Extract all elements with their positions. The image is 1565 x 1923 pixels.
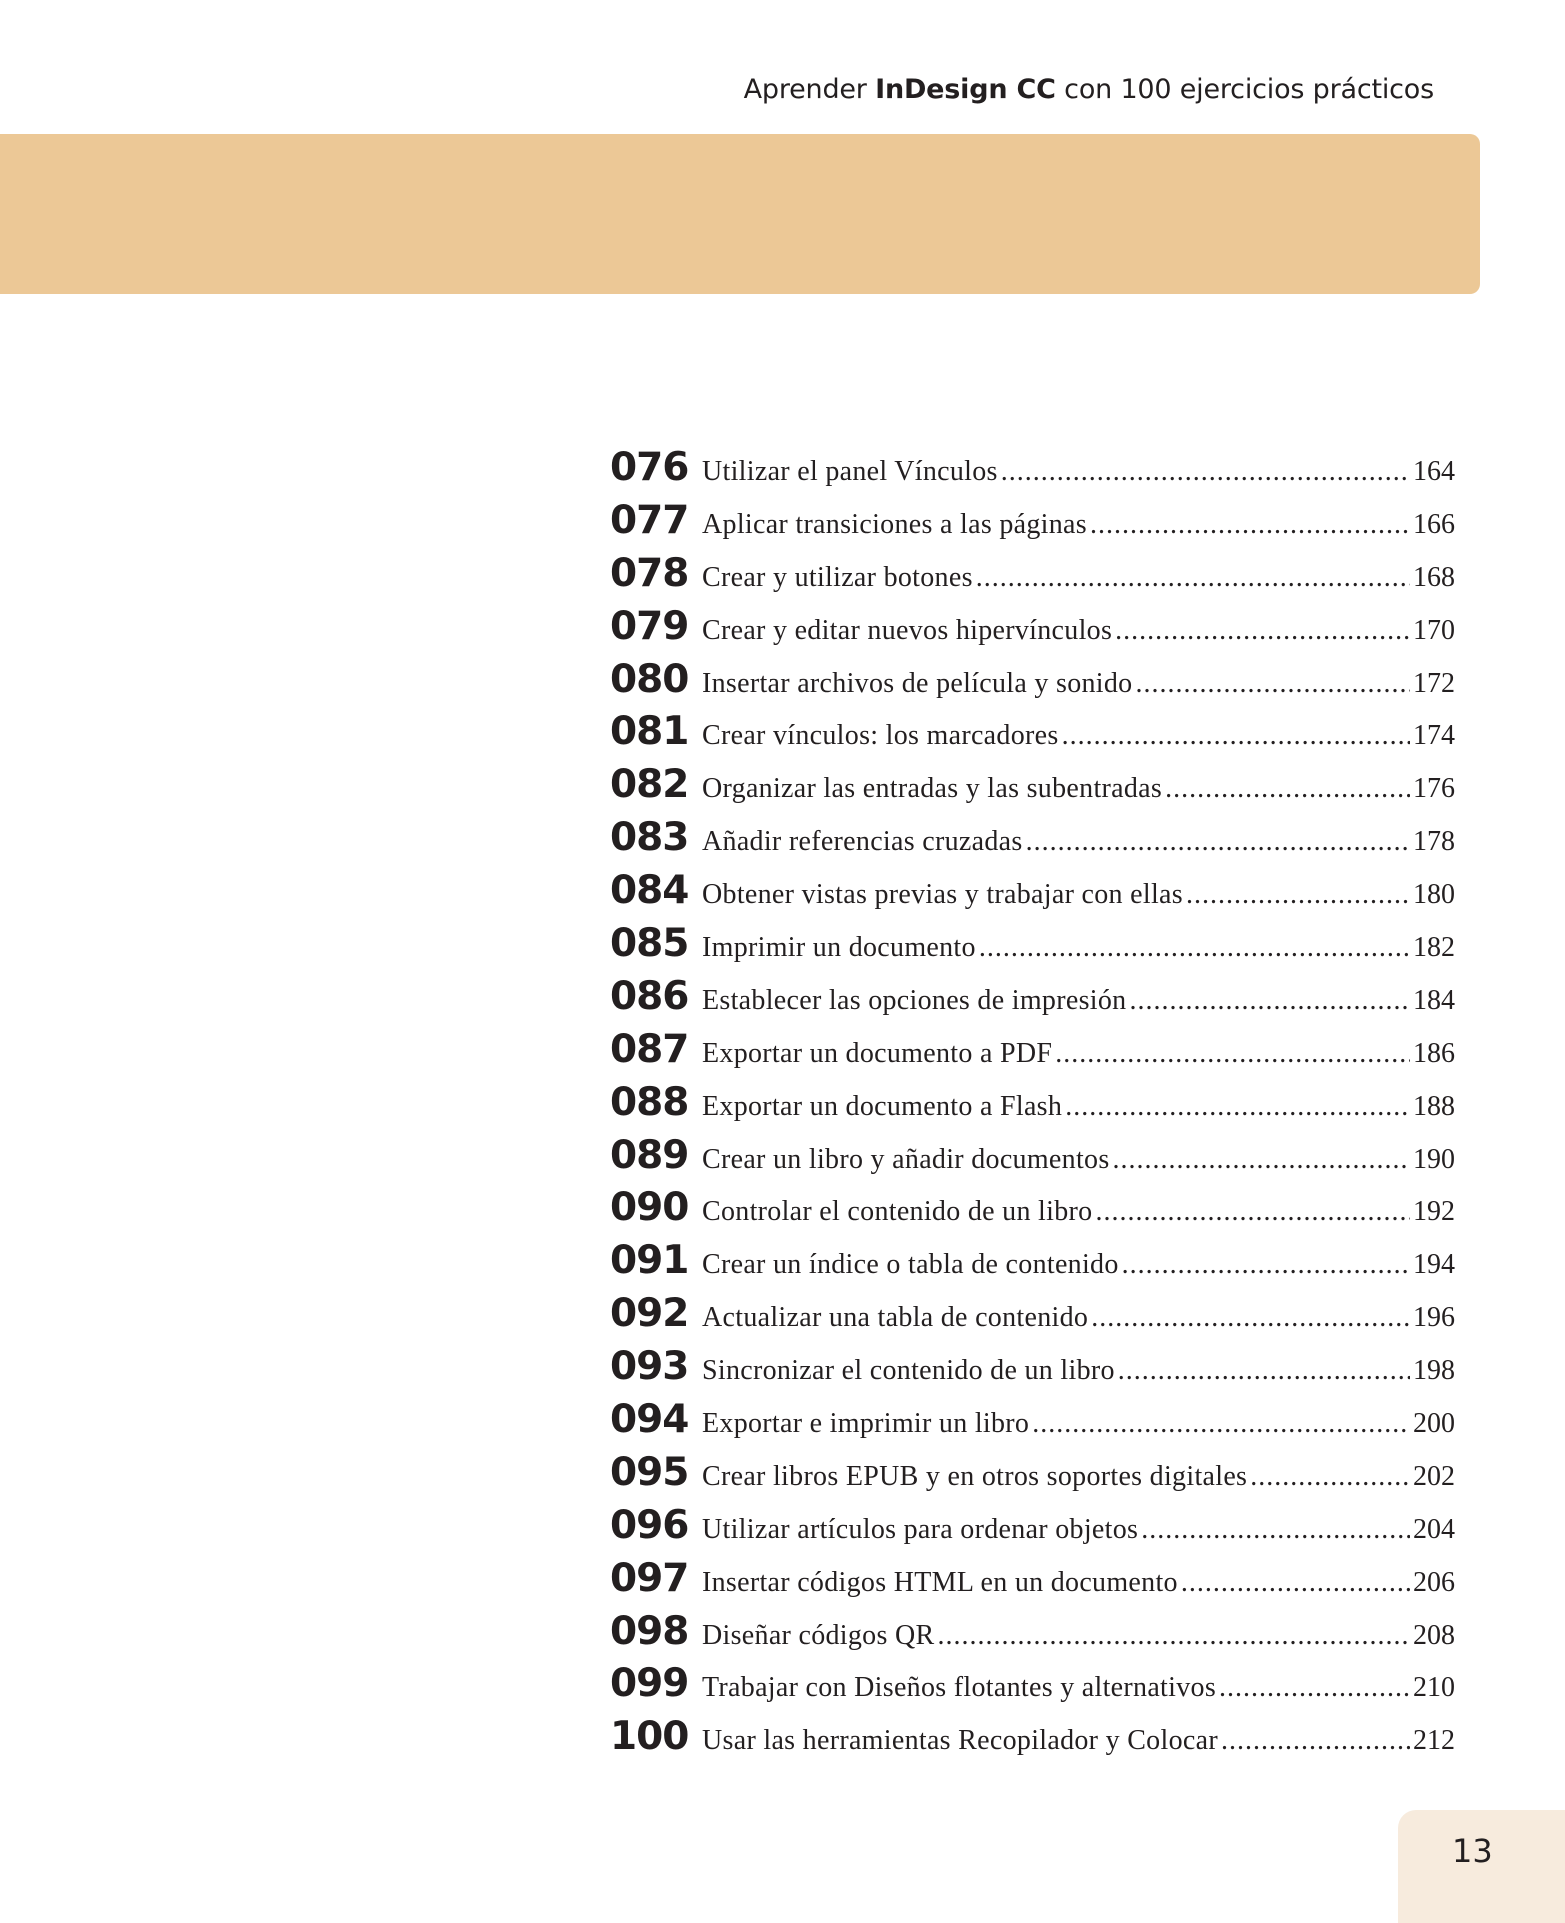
- header-prefix: Aprender: [743, 74, 876, 105]
- toc-entry-title: Exportar un documento a PDF: [702, 1037, 1053, 1069]
- header-suffix: con 100 ejercicios prácticos: [1055, 74, 1434, 105]
- toc-entry-title: Utilizar el panel Vínculos: [702, 456, 998, 487]
- toc-entry-page: 170: [1413, 614, 1455, 646]
- toc-entry-number: 087: [610, 1026, 689, 1072]
- toc-entry-number: 089: [610, 1132, 689, 1178]
- toc-entry: [610, 1447, 1455, 1500]
- toc-entry-number: 093: [610, 1344, 689, 1390]
- toc-entry: [610, 1606, 1455, 1659]
- toc-entry-title: Trabajar con Diseños flotantes y alternativos: [702, 1672, 1217, 1704]
- toc-entry-number: 094: [610, 1397, 689, 1443]
- toc-entry-number: 100: [610, 1714, 689, 1760]
- toc-dot-leader: [976, 552, 1410, 605]
- toc-entry-number: 088: [610, 1079, 689, 1125]
- toc-entry-page: 206: [1413, 1566, 1455, 1598]
- toc-entry: [610, 812, 1455, 865]
- toc-entry-title: Crear vínculos: los marcadores: [702, 720, 1059, 752]
- toc-entry: [610, 601, 1455, 654]
- toc-entry: [610, 1077, 1455, 1130]
- toc-entry-number: 083: [610, 815, 689, 861]
- toc-entry-number: 090: [610, 1185, 689, 1231]
- toc-dot-leader: [1001, 446, 1410, 499]
- toc-entry-number: 095: [610, 1449, 689, 1495]
- toc-entry-number: 076: [610, 445, 689, 490]
- toc-dot-leader: [1055, 1028, 1410, 1081]
- toc-dot-leader: [1026, 816, 1410, 869]
- toc-entry-page: 166: [1413, 508, 1455, 540]
- toc-dot-leader: [1165, 763, 1410, 816]
- toc-entry: [610, 495, 1455, 548]
- header-product-name: InDesign CC: [875, 74, 1056, 105]
- toc-entry-page: 172: [1413, 667, 1455, 699]
- toc-entry-page: 200: [1413, 1408, 1455, 1440]
- toc-entry-title: Crear y utilizar botones: [702, 561, 973, 593]
- toc-entry-number: 096: [610, 1502, 689, 1548]
- toc-entry-number: 098: [610, 1608, 689, 1654]
- toc-dot-leader: [1113, 1134, 1410, 1187]
- toc-entry-page: 174: [1413, 720, 1455, 752]
- toc-entry-title: Sincronizar el contenido de un libro: [702, 1355, 1115, 1387]
- running-header: [744, 74, 1434, 105]
- toc-entry: [610, 1500, 1455, 1553]
- toc-entry-title: Crear un libro y añadir documentos: [702, 1143, 1110, 1175]
- toc-dot-leader: [1032, 1398, 1410, 1451]
- toc-entry-title: Crear y editar nuevos hipervínculos: [702, 614, 1113, 646]
- toc-dot-leader: [1122, 1239, 1410, 1292]
- toc-entry-page: 204: [1413, 1513, 1455, 1545]
- chapter-color-band: [0, 134, 1480, 294]
- toc-entry-number: 099: [610, 1661, 689, 1707]
- toc-entry-title: Añadir referencias cruzadas: [702, 826, 1023, 858]
- toc-entry-title: Insertar archivos de película y sonido: [702, 667, 1133, 699]
- toc-entry-page: 186: [1413, 1037, 1455, 1069]
- toc-entry: [610, 1658, 1455, 1711]
- toc-dot-leader: [1219, 1662, 1410, 1715]
- page-number: 13: [1452, 1832, 1493, 1870]
- toc-dot-leader: [1135, 658, 1410, 711]
- toc-entry-title: Insertar códigos HTML en un documento: [702, 1566, 1178, 1598]
- toc-dot-leader: [979, 922, 1410, 975]
- toc-entry-title: Diseñar códigos QR: [702, 1619, 935, 1651]
- toc-dot-leader: [1186, 869, 1410, 922]
- toc-entry-page: 210: [1413, 1672, 1455, 1704]
- toc-entry-page: 190: [1413, 1143, 1455, 1175]
- toc-entry-number: 097: [610, 1555, 689, 1601]
- toc-entry: [610, 1024, 1455, 1077]
- toc-entry-title: Usar las herramientas Recopilador y Colocar: [702, 1725, 1218, 1757]
- toc-entry-page: 192: [1413, 1196, 1455, 1228]
- toc-entry-number: 079: [610, 603, 689, 649]
- toc-entry: [610, 1711, 1455, 1764]
- toc-entry-page: 188: [1413, 1090, 1455, 1122]
- toc-entry-page: 196: [1413, 1302, 1455, 1334]
- toc-entry-page: 178: [1413, 826, 1455, 858]
- toc-entry: [610, 706, 1455, 759]
- toc-entry-number: 092: [610, 1291, 689, 1337]
- toc-dot-leader: [1090, 499, 1410, 552]
- toc-entry-number: 091: [610, 1238, 689, 1284]
- table-of-contents: [610, 442, 1455, 1764]
- toc-entry-number: 085: [610, 921, 689, 967]
- toc-entry-page: 184: [1413, 984, 1455, 1016]
- toc-entry: [610, 1288, 1455, 1341]
- toc-entry-number: 084: [610, 868, 689, 914]
- toc-entry: [610, 1394, 1455, 1447]
- toc-entry-page: 168: [1413, 561, 1455, 593]
- toc-entry-title: Actualizar una tabla de contenido: [702, 1302, 1089, 1334]
- toc-dot-leader: [1181, 1557, 1410, 1610]
- toc-entry-title: Utilizar artículos para ordenar objetos: [702, 1513, 1139, 1545]
- toc-entry-title: Obtener vistas previas y trabajar con ellas: [702, 879, 1183, 911]
- toc-entry: [610, 442, 1455, 495]
- toc-dot-leader: [1115, 605, 1410, 658]
- toc-entry-page: 164: [1413, 456, 1455, 487]
- toc-entry: [610, 918, 1455, 971]
- toc-entry-number: 086: [610, 973, 689, 1019]
- toc-entry: [610, 865, 1455, 918]
- toc-entry-page: 194: [1413, 1249, 1455, 1281]
- toc-entry-number: 080: [610, 656, 689, 702]
- toc-dot-leader: [1065, 1081, 1410, 1134]
- toc-entry-title: Establecer las opciones de impresión: [702, 984, 1127, 1016]
- toc-dot-leader: [937, 1610, 1410, 1663]
- toc-entry-page: 198: [1413, 1355, 1455, 1387]
- toc-dot-leader: [1221, 1715, 1410, 1768]
- toc-entry-title: Crear libros EPUB y en otros soportes digitales: [702, 1460, 1248, 1492]
- toc-dot-leader: [1118, 1345, 1410, 1398]
- toc-entry-title: Controlar el contenido de un libro: [702, 1196, 1093, 1228]
- toc-entry: [610, 1341, 1455, 1394]
- toc-entry-number: 077: [610, 497, 689, 543]
- toc-entry: [610, 971, 1455, 1024]
- toc-entry-page: 212: [1413, 1725, 1455, 1757]
- toc-entry-number: 078: [610, 550, 689, 596]
- toc-entry-page: 176: [1413, 773, 1455, 805]
- toc-dot-leader: [1095, 1186, 1410, 1239]
- toc-entry-title: Exportar e imprimir un libro: [702, 1408, 1030, 1440]
- toc-dot-leader: [1250, 1451, 1410, 1504]
- toc-dot-leader: [1091, 1292, 1410, 1345]
- toc-dot-leader: [1141, 1504, 1410, 1557]
- toc-entry: [610, 654, 1455, 707]
- toc-entry: [610, 1130, 1455, 1183]
- toc-entry: [610, 1182, 1455, 1235]
- toc-entry-title: Exportar un documento a Flash: [702, 1090, 1063, 1122]
- toc-entry-title: Crear un índice o tabla de contenido: [702, 1249, 1119, 1281]
- toc-entry-page: 202: [1413, 1460, 1455, 1492]
- toc-entry: [610, 759, 1455, 812]
- toc-entry-page: 208: [1413, 1619, 1455, 1651]
- toc-entry-number: 082: [610, 762, 689, 808]
- toc-entry-title: Organizar las entradas y las subentradas: [702, 773, 1163, 805]
- toc-dot-leader: [1062, 710, 1410, 763]
- toc-entry-page: 182: [1413, 932, 1455, 964]
- toc-entry: [610, 1553, 1455, 1606]
- toc-entry-number: 081: [610, 709, 689, 755]
- toc-dot-leader: [1129, 975, 1410, 1028]
- toc-entry: [610, 548, 1455, 601]
- toc-entry-title: Imprimir un documento: [702, 932, 976, 964]
- toc-entry-title: Aplicar transiciones a las páginas: [702, 508, 1087, 540]
- toc-entry: [610, 1235, 1455, 1288]
- toc-entry-page: 180: [1413, 879, 1455, 911]
